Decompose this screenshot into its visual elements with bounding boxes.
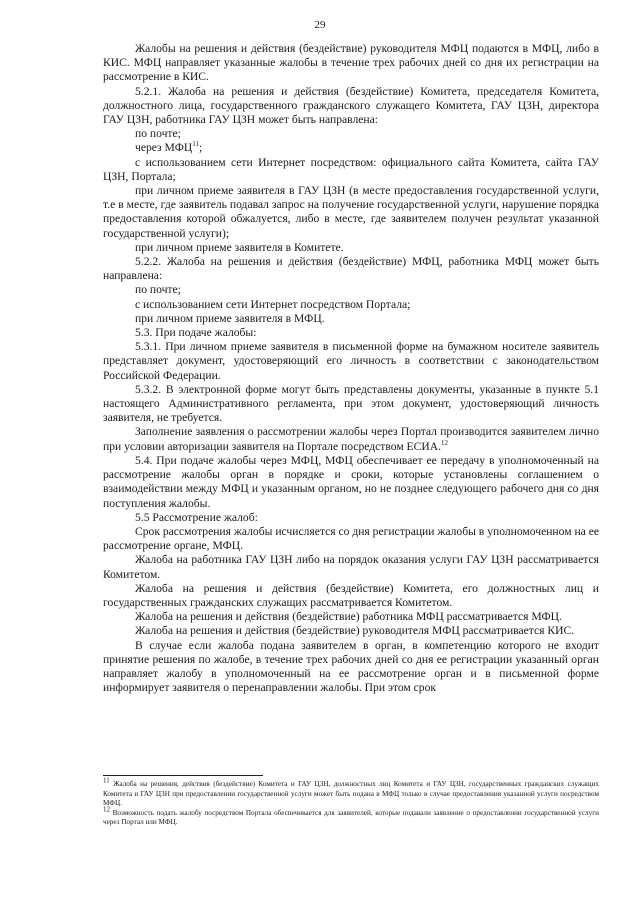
paragraph-redirect: В случае если жалоба подана заявителем в орган, в компетенцию которого не входит принятие решения по жалобе, в течение трех рабочих дней со дня ее регистрации указанный орган направляет жалобу в уполномоченный на ее рассмотрение орган и в письменной форме информирует заявителя о перенаправлении жалобы. При этом срок (103, 638, 599, 695)
footnote-ref-11: 11 (192, 140, 199, 149)
paragraph-5-3-1: 5.3.1. При личном приеме заявителя в письменной форме на бумажном носителе заявитель представляет документ, удостоверяющий его личность в соответствии с законодательством Российской Федерации. (103, 340, 599, 382)
footnote-separator (103, 775, 263, 776)
footnote-11: $^{11}$ Жалоба на решения, действия (бездействие) Комитета и ГАУ ЦЗН, должностных лиц Комитета и ГАУ ЦЗН, государственных гражданских служащих Комитета и ГАУ ЦЗН при предоставлении государственной услуги может быть подана в МФЦ только в случае предоставления указанной услуги посредством МФЦ. (103, 776, 599, 808)
paragraph-portal-filling: Заполнение заявления о рассмотрении жалобы через Портал производится заявителем лично при условии авторизации заявителя на Портале посредством ЕСИА.$^{12}$ (103, 425, 599, 453)
paragraph-5-3: 5.3. При подаче жалобы: (135, 326, 257, 340)
paragraph-5-3-2: 5.3.2. В электронной форме могут быть представлены документы, указанные в пункте 5.1 настоящего Административного регламента, при этом документ, удостоверяющий личность заявителя, не требуется. (103, 382, 599, 425)
paragraph-committee-complaint: Жалоба на решения и действия (бездействие) Комитета, его должностных лиц и государственных гражданских служащих рассматривается Комитетом. (103, 581, 599, 609)
paragraph-5-2-2: 5.2.2. Жалоба на решения и действия (бездействие) МФЦ, работника МФЦ может быть направлена: (103, 255, 599, 283)
paragraph-5-2-1: 5.2.1. Жалоба на решения и действия (бездействие) Комитета, председателя Комитета, должностного лица, государственного гражданского служащего Комитета, ГАУ ЦЗН, директора ГАУ ЦЗН, работника ГАУ ЦЗН может быть направлена: (103, 84, 599, 127)
paragraph-mfc-worker-complaint: Жалоба на решения и действия (бездействие) работника МФЦ рассматривается МФЦ. (135, 610, 562, 624)
list-item-personal-committee: при личном приеме заявителя в Комитете. (135, 240, 344, 254)
paragraph-mfc-head-complaint: Жалоба на решения и действия (бездействие) руководителя МФЦ рассматривается КИС. (135, 624, 575, 638)
footnote-ref-12: 12 (441, 438, 449, 447)
footnotes (103, 776, 599, 828)
list-item-via-mfc: через МФЦ$^{11}$; (135, 140, 203, 155)
paragraph-czn-worker-complaint: Жалоба на работника ГАУ ЦЗН либо на порядок оказания услуги ГАУ ЦЗН рассматривается Комитетом. (103, 553, 599, 581)
paragraph-review-term: Срок рассмотрения жалобы исчисляется со дня регистрации жалобы в уполномоченном на ее рассмотрение органе, МФЦ. (103, 524, 599, 553)
list-item-personal-mfc: при личном приеме заявителя в МФЦ. (135, 311, 325, 325)
list-item-internet-portal: с использованием сети Интернет посредством Портала; (135, 297, 411, 311)
list-item-by-post: по почте; (135, 127, 181, 141)
list-item-personal-czn: при личном приеме заявителя в ГАУ ЦЗН (в месте предоставления государственной услуги, т.е в месте, где заявитель подавал запрос на получение государственной услуги, нарушение порядка предоставления которой обжалуется, либо в месте, где заявителем получен результат указанной государственной услуги); (103, 184, 599, 240)
footnote-12: $^{12}$ Возможность подать жалобу посредством Портала обеспечивается для заявителей, которые подавали заявление о предоставлении государственной услуги через Портал или МФЦ. (103, 805, 599, 827)
paragraph-mfc-head-complaints: Жалобы на решения и действия (бездействие) руководителя МФЦ подаются в МФЦ, либо в КИС. МФЦ направляет указанные жалобы в течение трех рабочих дней со дня их регистрации на рассмотрение в КИС. (103, 42, 599, 84)
list-item-by-post-2: по почте; (135, 283, 181, 297)
paragraph-5-5: 5.5 Рассмотрение жалоб: (135, 510, 258, 524)
page-number: 29 (314, 19, 326, 31)
document-body (103, 42, 599, 695)
list-item-internet: с использованием сети Интернет посредством: официального сайта Комитета, сайта ГАУ ЦЗН, Портала; (103, 155, 599, 183)
paragraph-5-4: 5.4. При подаче жалобы через МФЦ, МФЦ обеспечивает ее передачу в уполномоченный на рассмотрение жалобы орган в порядке и сроки, которые установлены соглашением о взаимодействии между МФЦ и указанным органом, но не позднее следующего рабочего дня со дня поступления жалобы. (103, 453, 599, 510)
